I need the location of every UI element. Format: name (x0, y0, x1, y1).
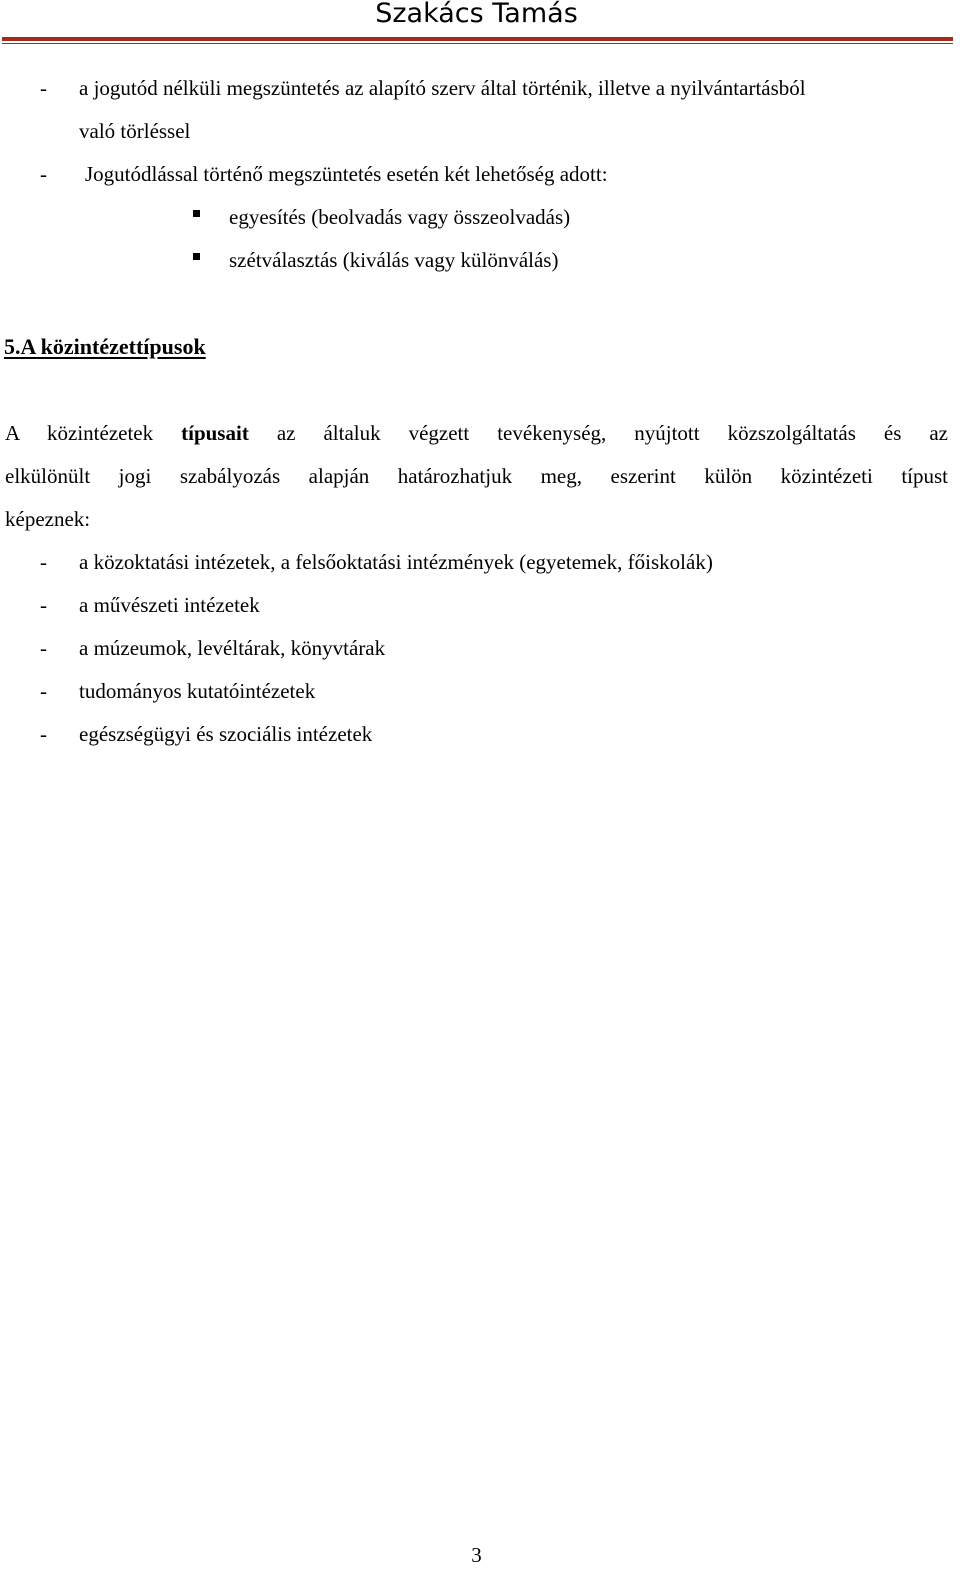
header-author: Szakács Tamás (375, 0, 578, 29)
list-item: a közoktatási intézetek, a felsőoktatási intézmények (egyetemek, főiskolák) (79, 550, 713, 574)
square-bullet-icon (193, 253, 200, 260)
paragraph-bold-text: típusait (181, 421, 249, 445)
paragraph-line-1 (5, 419, 948, 447)
list-bullet: - (40, 76, 47, 100)
list-item-line: a jogutód nélküli megszüntetés az alapító szerv által történik, illetve a nyilvántartásból (79, 76, 806, 100)
list-item: tudományos kutatóintézetek (79, 679, 316, 703)
sub-list-item: egyesítés (beolvadás vagy összeolvadás) (229, 205, 571, 229)
sub-list-item: szétválasztás (kiválás vagy különválás) (229, 248, 559, 272)
section-heading: 5.A közintézettípusok (4, 334, 206, 359)
paragraph-text: az általuk végzett tevékenység, nyújtott közszolgáltatás és az (276, 421, 949, 445)
page-number: 3 (471, 1543, 482, 1567)
list-bullet: - (40, 593, 47, 617)
list-bullet: - (40, 162, 47, 186)
list-item-line: való törléssel (79, 119, 191, 143)
header-rule-thick (2, 37, 953, 41)
list-bullet: - (40, 679, 47, 703)
paragraph-text: A közintézetek (5, 421, 154, 445)
list-bullet: - (40, 636, 47, 660)
paragraph-line-2: elkülönült jogi szabályozás alapján határozhatjuk meg, eszerint külön közintézeti típust (5, 464, 948, 488)
list-bullet: - (40, 722, 47, 746)
list-item: egészségügyi és szociális intézetek (79, 722, 373, 746)
list-item-line: Jogutódlással történő megszüntetés esetén két lehetőség adott: (85, 162, 608, 186)
list-item: a művészeti intézetek (79, 593, 260, 617)
list-bullet: - (40, 550, 47, 574)
paragraph-line-3: képeznek: (5, 507, 91, 531)
header-rule-thin (2, 43, 953, 44)
square-bullet-icon (193, 210, 200, 217)
list-item: a múzeumok, levéltárak, könyvtárak (79, 636, 386, 660)
